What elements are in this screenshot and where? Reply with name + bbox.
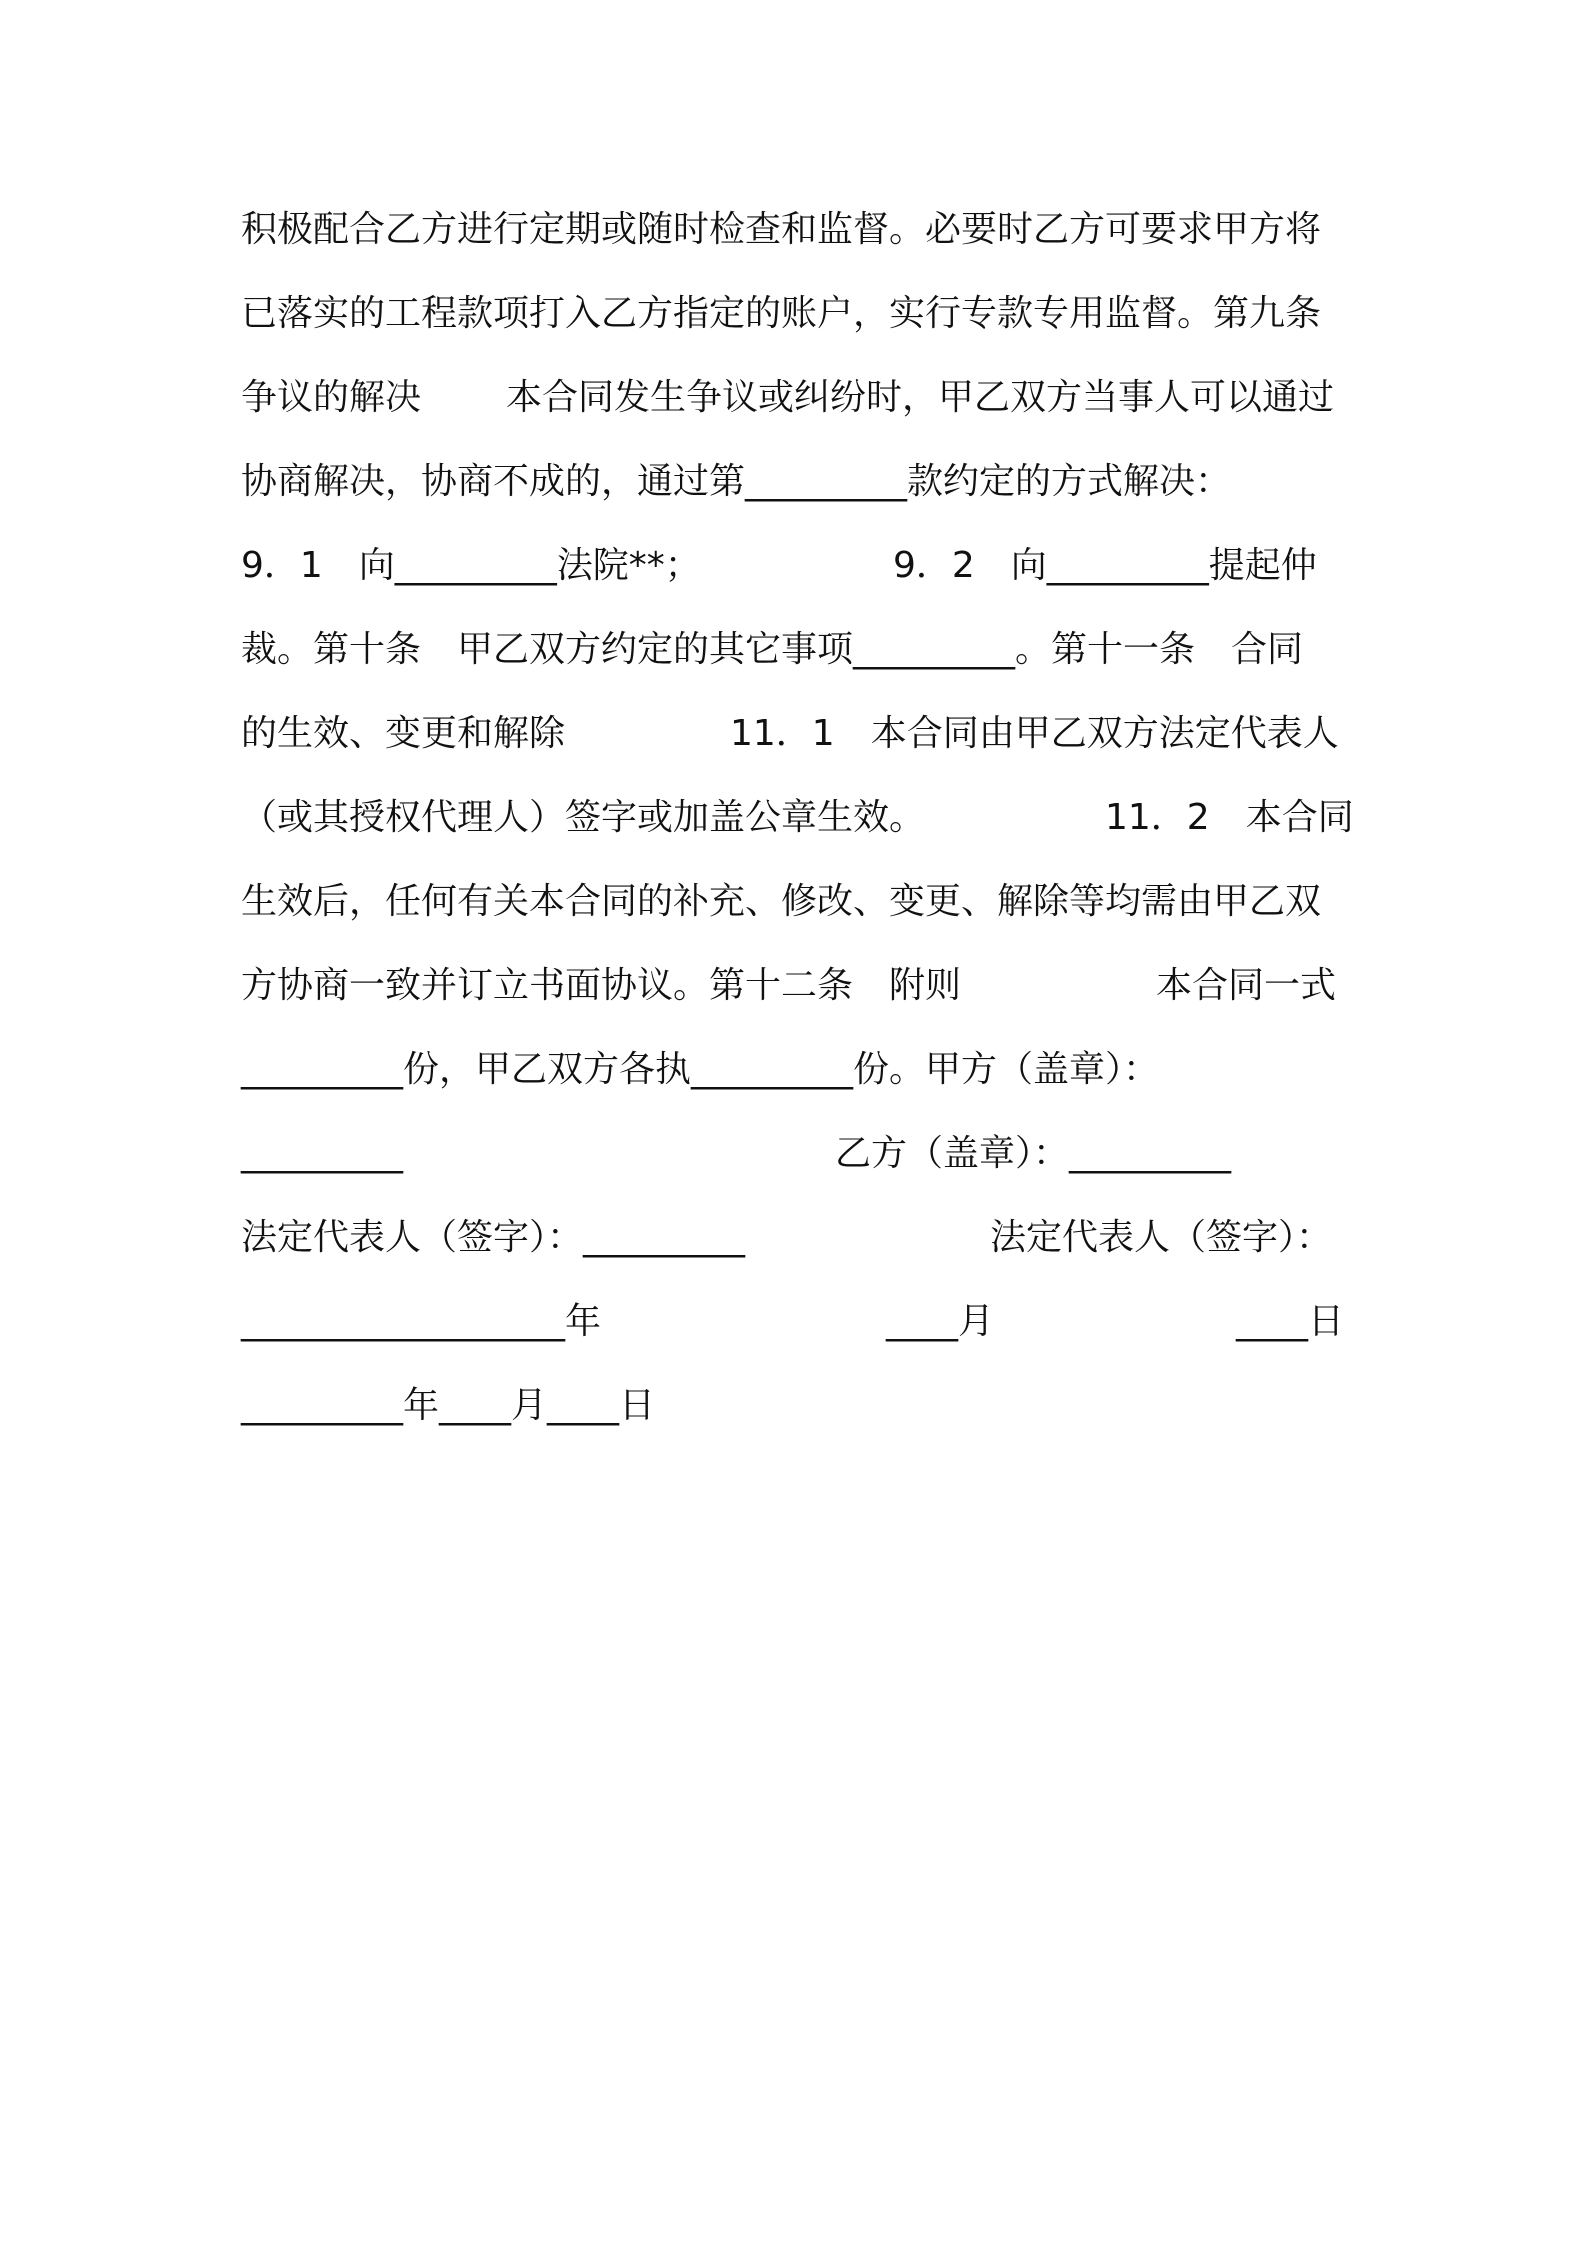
text-line-1 [241, 200, 1356, 260]
text-line-8 [241, 788, 1356, 848]
text-segment: __________________年 [241, 1301, 601, 1342]
text-line-12 [241, 1124, 1356, 1184]
text-segment: 9．1 向_________法院**； [241, 545, 701, 586]
text-line-13 [241, 1208, 1356, 1268]
text-segment: 方协商一致并订立书面协议。第十二条 附则 [241, 965, 962, 1006]
text-segment: 法定代表人（签字）：_________ [241, 1217, 746, 1258]
text-line-7 [241, 704, 1356, 764]
text-segment: 11．2 本合同 [1105, 797, 1354, 838]
text-segment: 的生效、变更和解除 [241, 713, 566, 754]
text-line-9 [241, 872, 1356, 932]
text-segment: _________ [241, 1133, 403, 1174]
text-segment: 积极配合乙方进行定期或随时检查和监督。必要时乙方可要求甲方将 [241, 209, 1322, 250]
text-segment: 生效后，任何有关本合同的补充、修改、变更、解除等均需由甲乙双 [241, 881, 1322, 922]
text-line-4 [241, 452, 1356, 512]
text-line-3 [241, 368, 1356, 428]
text-line-2 [241, 284, 1356, 344]
text-line-10 [241, 956, 1356, 1016]
text-segment: 争议的解决 [241, 377, 422, 418]
text-line-14 [241, 1292, 1356, 1352]
text-segment: 法定代表人（签字）： [990, 1217, 1333, 1258]
text-segment: 本合同发生争议或纠纷时，甲乙双方当事人可以通过 [506, 377, 1335, 418]
text-line-11 [241, 1040, 1356, 1100]
text-line-5 [241, 536, 1356, 596]
text-segment: 乙方（盖章）：_________ [835, 1133, 1232, 1174]
text-segment: 已落实的工程款项打入乙方指定的账户，实行专款专用监督。第九条 [241, 293, 1322, 334]
text-segment: 裁。第十条 甲乙双方约定的其它事项_________。第十一条 合同 [241, 629, 1304, 670]
text-segment: _________年____月____日 [241, 1385, 655, 1426]
text-line-6 [241, 620, 1356, 680]
text-segment: 11．1 本合同由甲乙双方法定代表人 [730, 713, 1339, 754]
text-segment: 协商解决，协商不成的，通过第_________款约定的方式解决： [241, 461, 1232, 502]
text-line-15 [241, 1376, 1356, 1436]
text-segment: ____月 [886, 1301, 995, 1342]
text-segment: （或其授权代理人）签字或加盖公章生效。 [241, 797, 926, 838]
text-segment: ____日 [1236, 1301, 1345, 1342]
text-segment: 本合同一式 [1156, 965, 1337, 1006]
text-segment: 9．2 向_________提起仲 [893, 545, 1317, 586]
text-segment: _________份，甲乙双方各执_________份。甲方（盖章）： [241, 1049, 1160, 1090]
